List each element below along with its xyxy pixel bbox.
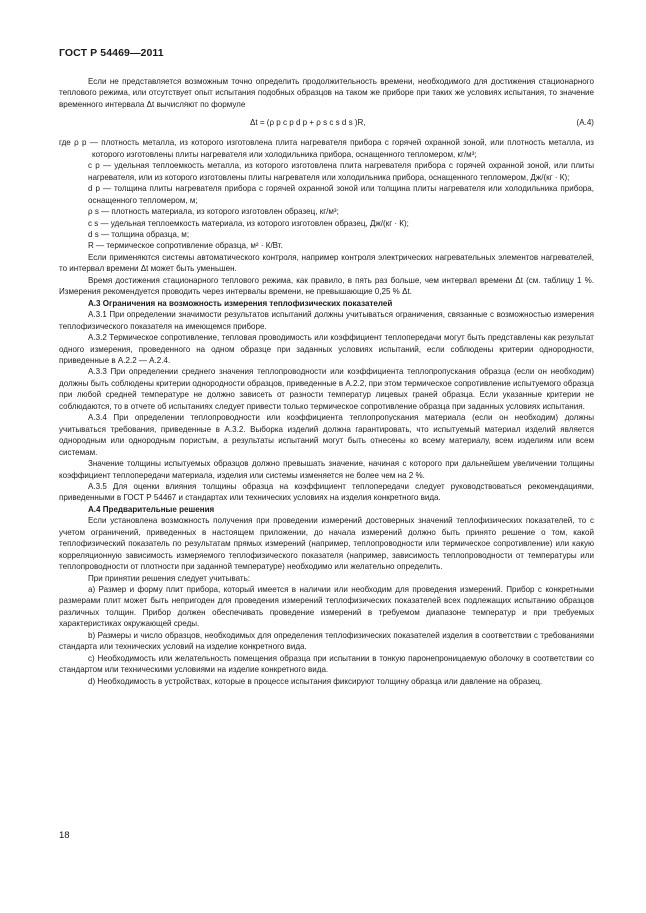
- definition-d-p: d p — толщина плиты нагревателя прибора с горячей охранной зоной или толщина плиты нагревателя или холодильника прибора, оснащенного тепломером, м;: [88, 184, 594, 205]
- definition-c-s: c s — удельная теплоемкость материала, из которого изготовлен образец, Дж/(кг · К);: [88, 218, 409, 228]
- definition-d-s: d s — толщина образца, м;: [88, 229, 190, 239]
- paragraph-a3-4: А.3.4 При определении теплопроводности или коэффициента теплопропускания материала (если он необходим) должны учитываться требования, приведенные в А.3.2. Выборка изделий должна гарантировать, что испытуемый материал изделий является однородным или однородным пористым, а результаты испытаний могут быть отнесены ко всему материалу, всем изделиям или всем системам.: [59, 413, 594, 457]
- formula-a4: [59, 110, 594, 137]
- paragraph-a3-3: А.3.3 При определении среднего значения теплопроводности или коэффициента теплопропускания образца (если он необходим) должны быть соблюдены критерии однородности образцов, приведенные в А.2.2, при этом термическое сопротивление испытуемого образца при любой средней температуре не должно зависеть от разности температур лицевых граней образца. Если указанные критерии не соблюдаются, то в отчете об испытаниях следует привести только термическое сопротивление образца при заданных условиях испытания.: [59, 367, 594, 411]
- paragraph-a3-2: А.3.2 Термическое сопротивление, тепловая проводимость или коэффициент теплопередачи могут быть представлены как результат одного измерения, проведенного на одном образце при заданных условиях испытаний, если соблюдены критерии однородности, приведенные в А.2.2 — А.2.4.: [59, 333, 594, 365]
- definition-rho-s: ρ s — плотность материала, из которого изготовлен образец, кг/м³;: [88, 207, 339, 217]
- list-item-b: b) Размеры и число образцов, необходимых для определения теплофизических показателей изделия в соответствии с требованиями стандарта или технических условий на изделие конкретного вида.: [59, 630, 594, 652]
- list-item-d: d) Необходимость в устройствах, которые в процессе испытания фиксируют толщину образца или давление на образец.: [88, 676, 543, 686]
- document-header: ГОСТ Р 54469—2011: [59, 47, 164, 59]
- paragraph-a4-intro: Если установлена возможность получения при проведении измерений достоверных значений теплофизических показателей, то с учетом ограничений, приведенных в настоящем приложении, до начала измерений должно быть принято решение о том, какой теплофизический показатель по результатам прямых измерений (например, теплопроводности или термическое сопротивление) или какую корреляционную зависимость измеряемого теплофизического показателя (например, зависимость теплопроводности от температуры или теплопроводности от плотности при заданной температуре) необходимо или желательно определить.: [59, 516, 594, 572]
- definition-rho-p: где ρ p — плотность металла, из которого изготовлена плита нагревателя прибора с горячей охранной зоной, или плотность металла, из которого изготовлены плиты нагревателя или холодильника прибора, оснащенного тепломером, кг/м³;: [59, 138, 594, 159]
- paragraph-steady-state: Время достижения стационарного теплового режима, как правило, в пять раз больше, чем интервал времени Δt (см. таблицу 1 %. Измерения рекомендуется проводить через интервалы времени, не превышающие 0,25 % Δt.: [59, 275, 594, 297]
- paragraph-consider: При принятии решения следует учитывать:: [88, 573, 250, 583]
- heading-a3: А.3 Ограничения на возможность измерения теплофизических показателей: [88, 298, 393, 308]
- document-body: [59, 76, 594, 687]
- formula-expression: Δt = (ρ p c p d p + ρ s c s d s )R,: [250, 118, 366, 128]
- list-item-a: a) Размер и форму плит прибора, который имеется в наличии или необходим для проведения измерений. Прибор с конкретными размерами плит может быть непригоден для проведения измерений теплофизических показателей всех подлежащих испытанию образцов различных толщин. Прибор должен обеспечивать проведение измерений в требуемом диапазоне температур и при требуемых характеристиках окружающей среды.: [59, 585, 594, 629]
- paragraph-a3-1: А.3.1 При определении значимости результатов испытаний должны учитываться ограничения, связанные с возможностью измерения теплофизического показателя на имеющемся приборе.: [59, 310, 594, 331]
- formula-number: (А.4): [576, 118, 594, 128]
- list-item-c: c) Необходимость или желательность помещения образца при испытании в тонкую паронепроницаемую оболочку в соответствии со стандартом или техническими условиями на изделие конкретного вида.: [59, 653, 594, 675]
- paragraph-thickness: Значение толщины испытуемых образцов должно превышать значение, начиная с которого при дальнейшем увеличении толщины коэффициент теплопередачи материала, изделия или системы изменяется не более чем на 2 %.: [59, 459, 594, 480]
- paragraph-auto-control: Если применяются системы автоматического контроля, например контроля электрических нагревательных элементов нагревателей, то интервал времени Δt может быть уменьшен.: [59, 252, 594, 274]
- intro-paragraph: Если не представляется возможным точно определить продолжительность времени, необходимого для достижения стационарного теплового режима, или отсутствует опыт испытания подобных образцов на таком же приборе при таких же условиях испытания, то значение временного интервала Δt вычисляют по формуле: [59, 77, 594, 109]
- heading-a4: А.4 Предварительные решения: [88, 504, 215, 514]
- definition-r: R — термическое сопротивление образца, м² · К/Вт.: [88, 241, 283, 251]
- paragraph-a3-5: А.3.5 Для оценки влияния толщины образца на коэффициент теплопередачи следует руководствоваться рекомендациями, приведенными в ГОСТ Р 54467 и стандартах или технических условиях на изделия конкретного вида.: [59, 481, 594, 503]
- definition-c-p: c p — удельная теплоемкость металла, из которого изготовлена плита нагревателя прибора с горячей охранной зоной, или плиты нагревателя, или из которого изготовлены плиты нагревателя или холодильника прибора, оснащенного тепломером, Дж/(кг · К);: [88, 161, 594, 182]
- page-number: 18: [59, 830, 70, 841]
